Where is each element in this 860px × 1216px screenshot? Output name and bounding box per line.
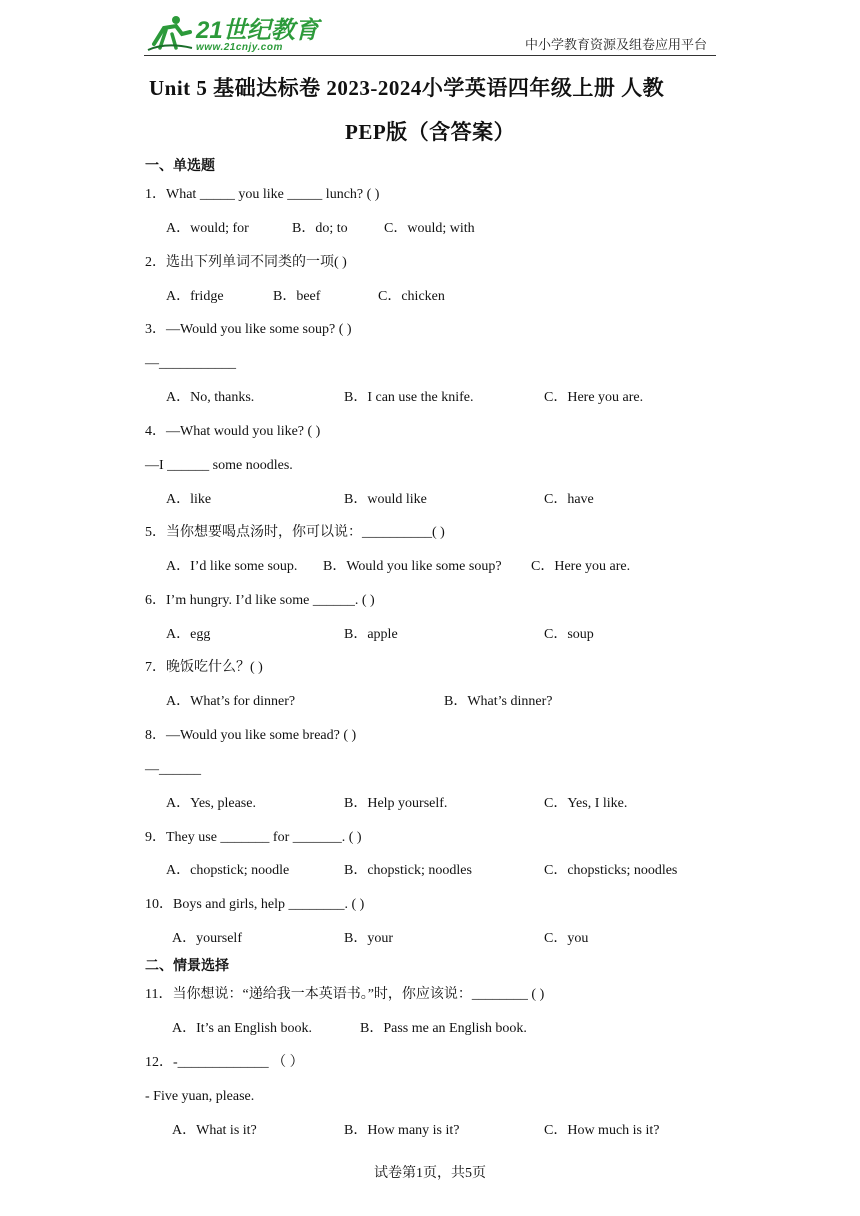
question-9: 9．They use _______ for _______. ( ) [145, 830, 362, 845]
option-9b[interactable]: B．chopstick; noodles [344, 863, 472, 878]
option-12b[interactable]: B．How many is it? [344, 1123, 460, 1138]
section-heading-situational: 二、情景选择 [145, 959, 229, 974]
option-12c[interactable]: C．How much is it? [544, 1123, 660, 1138]
option-9a[interactable]: A．chopstick; noodle [166, 863, 290, 878]
question-10: 10．Boys and girls, help ________. ( ) [145, 897, 365, 912]
option-1b[interactable]: B．do; to [292, 221, 348, 236]
section-heading-single-choice: 一、单选题 [145, 159, 215, 174]
option-5b[interactable]: B．Would you like some soup? [323, 559, 502, 574]
runner-logo-icon [146, 14, 194, 54]
option-8a[interactable]: A．Yes, please. [166, 796, 256, 811]
option-1a[interactable]: A．would; for [166, 221, 249, 236]
option-7b[interactable]: B．What’s dinner? [444, 694, 553, 709]
question-4: 4．—What would you like? ( ) [145, 424, 321, 439]
logo-url: www.21cnjy.com [196, 42, 283, 53]
option-10b[interactable]: B．your [344, 931, 393, 946]
option-2b[interactable]: B．beef [273, 289, 321, 304]
page-title-line-2: PEP版（含答案） [345, 120, 516, 144]
question-4-line-2: —I ______ some noodles. [145, 458, 293, 473]
option-6c[interactable]: C．soup [544, 627, 594, 642]
option-2a[interactable]: A．fridge [166, 289, 224, 304]
option-10a[interactable]: A．yourself [172, 931, 242, 946]
logo-text: 21世纪教育 [196, 17, 319, 44]
option-3b[interactable]: B．I can use the knife. [344, 390, 474, 405]
option-9c[interactable]: C．chopsticks; noodles [544, 863, 678, 878]
option-11a[interactable]: A．It’s an English book. [172, 1021, 312, 1036]
question-8: 8．—Would you like some bread? ( ) [145, 728, 357, 743]
question-8-answer-blank: —______ [145, 762, 201, 777]
question-2: 2．选出下列单词不同类的一项( ) [145, 255, 347, 270]
option-10c[interactable]: C．you [544, 931, 589, 946]
question-12-line-2: - Five yuan, please. [145, 1089, 255, 1104]
question-1: 1．What _____ you like _____ lunch? ( ) [145, 187, 380, 202]
option-12a[interactable]: A．What is it? [172, 1123, 257, 1138]
option-6b[interactable]: B．apple [344, 627, 398, 642]
question-7: 7．晚饭吃什么？( ) [145, 660, 263, 675]
option-1c[interactable]: C．would; with [384, 221, 475, 236]
question-3-answer-blank: —___________ [145, 356, 236, 371]
option-6a[interactable]: A．egg [166, 627, 211, 642]
option-3a[interactable]: A．No, thanks. [166, 390, 255, 405]
option-4a[interactable]: A．like [166, 492, 212, 507]
question-5: 5．当你想要喝点汤时，你可以说：__________( ) [145, 525, 445, 540]
question-11: 11．当你想说：“递给我一本英语书。”时，你应该说：________ ( ) [145, 987, 545, 1002]
option-3c[interactable]: C．Here you are. [544, 390, 644, 405]
question-12: 12．-_____________ （ ） [145, 1055, 304, 1070]
option-5c[interactable]: C．Here you are. [531, 559, 631, 574]
option-2c[interactable]: C．chicken [378, 289, 445, 304]
question-6: 6．I’m hungry. I’d like some ______. ( ) [145, 593, 375, 608]
option-8c[interactable]: C．Yes, I like. [544, 796, 628, 811]
option-8b[interactable]: B．Help yourself. [344, 796, 448, 811]
platform-name: 中小学教育资源及组卷应用平台 [524, 37, 707, 52]
option-4c[interactable]: C．have [544, 492, 594, 507]
question-3: 3．—Would you like some soup? ( ) [145, 322, 352, 337]
option-4b[interactable]: B．would like [344, 492, 427, 507]
header-divider [144, 55, 716, 56]
option-11b[interactable]: B．Pass me an English book. [360, 1021, 527, 1036]
option-7a[interactable]: A．What’s for dinner? [166, 694, 296, 709]
page-title-line-1: Unit 5 基础达标卷 2023-2024小学英语四年级上册 人教 [149, 76, 665, 100]
option-5a[interactable]: A．I’d like some soup. [166, 559, 298, 574]
page-footer: 试卷第1页，共5页 [374, 1166, 486, 1181]
